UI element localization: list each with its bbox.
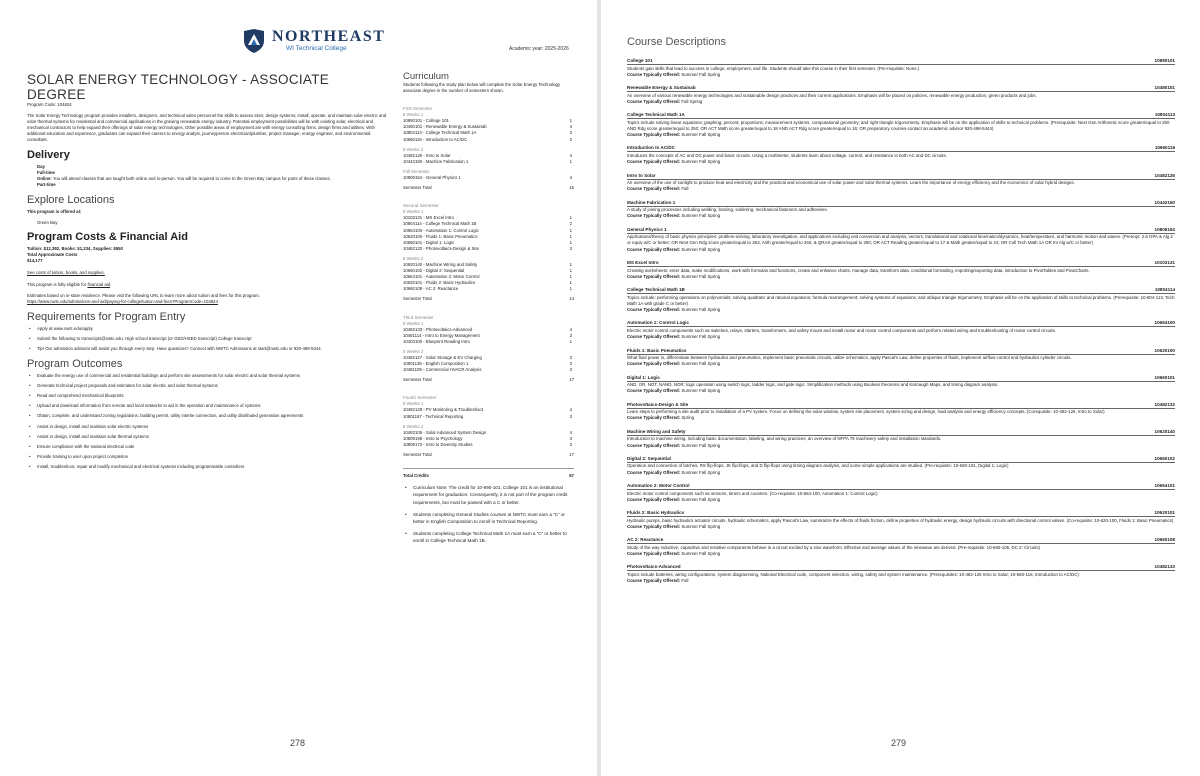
course-row — [403, 175, 574, 181]
outcome-item: • Assist in design, install and maintain solar electric systems — [27, 424, 387, 430]
course-entry-offered — [627, 334, 1175, 340]
online-label: Online: — [37, 175, 52, 181]
course-name: 10403100 - Blueprint Reading Intro — [403, 338, 470, 344]
course-entry-offered — [627, 443, 1175, 449]
course-entry-name: College Technical Math 1A — [627, 112, 685, 118]
course-entry — [627, 510, 1175, 530]
term-block-label: Full Semester — [403, 168, 430, 174]
financial-aid-link[interactable]: financial aid — [87, 281, 111, 287]
course-entry-description: Introduction to machine wiring, including basic documentation, labeling, and wiring practices; an overview of NFPA 79 machinery safety and installation standards. — [627, 435, 1175, 443]
offered-label: Course Typically Offered: — [627, 361, 681, 367]
course-entry-code: 10103131 — [1154, 260, 1175, 266]
semester-total-value: 17 — [569, 452, 574, 458]
semester-total-row — [403, 452, 574, 458]
course-entry — [627, 112, 1175, 138]
total-credits-row — [403, 468, 574, 479]
course-name: 10103131 - MS Excel Intro — [403, 215, 454, 221]
course-entry-offered — [627, 361, 1175, 367]
course-entry-description: Hydraulic pumps, basic hydraulics actuator circuits, hydraulic schematics, apply Pascal's Law, summarize the effects of fluids friction, define properties of hydraulic energy, design hydraulic circuits with directional control valves. (Co-requisite: 10-620-100, Fluids 1: Basic Pneumatics) — [627, 517, 1174, 523]
course-entry-code: 10480101 — [1154, 85, 1175, 91]
course-entry-name: College Technical Math 1B — [627, 287, 685, 293]
term-block-label: 8 Weeks 1 — [403, 401, 424, 407]
shield-logo-icon — [242, 28, 266, 54]
course-entry — [627, 200, 1175, 220]
course-credits: 4 — [569, 152, 572, 158]
semester-total-label: Semester Total — [403, 185, 432, 191]
term-block-label: 8 Weeks 2 — [403, 348, 424, 354]
course-entry — [627, 564, 1175, 584]
course-entry-name: Automation 2: Motor Control — [627, 483, 690, 489]
course-entry-code: 10804113 — [1154, 112, 1175, 118]
requirement-item: • Apply at www.nwtc.edu/apply. — [27, 326, 387, 332]
course-entry-description: Topics include batteries, wiring configurations, system diagramming, National Electrical code, component selection, wiring, safety and system maintenance. (Prerequisites: 10-482-126 Intro to Solar; 10-660-116, Introduction to AC/DC) — [627, 570, 1175, 578]
financial-aid-line — [27, 282, 387, 288]
course-credits: 1 — [569, 215, 572, 221]
course-entry-name: AC 2: Reactance — [627, 537, 664, 543]
course-entry-code: 10804114 — [1154, 287, 1175, 293]
course-credits: 3 — [569, 355, 572, 360]
course-entry-code: 10442150 — [1154, 199, 1175, 205]
course-entry-code: 10620140 — [1154, 428, 1175, 434]
offered-terms: Summer Fall Spring — [681, 388, 721, 394]
offered-label: Course Typically Offered: — [627, 159, 681, 165]
course-entry-description: Applications/theory of basic physics principles: problem-solving, laboratory investigation, and applications including unit conversion and analysis, vectors, translational and rotational kinematics/dynamics, heat/temperature, and harmonic motion and waves. (Prereqs: 2.6 GPA & Alg 2 or equiv w/C or better; OR Next Gen Rdg score greater/equal to 263, Arith greater/equal to 250, & QRAS greater/equal to 250; OR ACT Reading greater/equal to 17 & Math greater/equal to 24; OR Coll Tech Math 1A OR Int Alg w/C or better) — [627, 233, 1175, 247]
requirement-item: • Tip! Our admission advisors will assist you through every step. Have questions? Connect with NWTC Admissions at start@nwtc.edu or 920-498-5444. — [27, 346, 387, 352]
curriculum-heading: Curriculum — [403, 71, 449, 82]
course-row — [403, 367, 574, 373]
offered-terms: Summer Fall Spring — [681, 132, 721, 138]
tuition-url[interactable]: https://www.nwtc.edu/admissions-and-aid/paying-for-college/tuition-and-fees?ProgramCode=104824 — [27, 298, 218, 304]
fa-prefix: This program is fully eligible for — [27, 281, 87, 287]
course-credits: 4 — [569, 429, 572, 435]
course-entry-description: Electric motor control components such as sensors, timers and counters. (Co-requisite: 10-664-100, Automation 1: Control Logic) — [627, 489, 1175, 497]
course-credits: 3 — [569, 413, 572, 419]
course-entry-offered — [627, 186, 1175, 192]
course-entry-offered — [627, 159, 1175, 165]
course-entry-offered — [627, 578, 1175, 584]
course-entry-name: Machine Fabrication 1 — [627, 199, 676, 205]
course-entry-code: 10806154 — [1154, 226, 1175, 232]
course-name: 10482133 - Photovoltaics-Advanced — [403, 326, 473, 332]
delivery-fulltime: Full-time — [37, 169, 55, 175]
explore-heading: Explore Locations — [27, 193, 115, 206]
outcome-item: • Ensure compliance with the national electrical code — [27, 444, 387, 450]
course-name: 10664101 - Automation 2: Motor Control — [403, 274, 480, 280]
course-entry — [627, 320, 1175, 340]
course-credits: 1 — [569, 268, 572, 274]
offered-label: Course Typically Offered: — [627, 98, 681, 104]
right-page — [601, 0, 1200, 776]
offered-terms: Fall Spring — [681, 98, 703, 104]
offered-label: Course Typically Offered: — [627, 415, 681, 421]
offered-label: Course Typically Offered: — [627, 442, 681, 448]
course-entry — [627, 173, 1175, 193]
course-entry-offered — [627, 388, 1175, 394]
course-credits: 1 — [569, 239, 572, 245]
course-entry-code: 10482132 — [1154, 401, 1175, 407]
course-entry-description: What fluid power is, differentiate between hydraulics and pneumatics, implement basic pneumatic circuits, utilize schematics, apply Pascal's Law, define properties of fluids, implement airflow control and hydraulics cylinder circuits. — [627, 354, 1175, 362]
curriculum-note: • Students completing General Studies courses at NWTC must earn a “C” or better in English Composition to enroll in Technical Reporting. — [403, 511, 574, 525]
course-credits: 1 — [569, 158, 572, 164]
location-green-bay: Green Bay — [37, 220, 58, 226]
course-credits: 3 — [569, 245, 572, 251]
course-entry-offered — [627, 213, 1175, 219]
course-entry-description: Electric motor control components such as switches, relays, starters, transformers, and safety mount and install motor and motor control components and perform related wiring and troubleshooting of motor control circuits. — [627, 326, 1175, 334]
course-entry-name: Fluids 1: Basic Pneumatics — [627, 347, 687, 353]
course-entry-list — [627, 58, 1175, 584]
course-entry-code: 10890101 — [1154, 58, 1175, 63]
page-number-right: 279 — [891, 738, 907, 748]
offered-terms: Summer Fall Spring — [681, 442, 721, 448]
offered-terms: Summer Fall Spring — [681, 159, 721, 165]
course-entry-name: Digital 1: Logic — [627, 374, 660, 380]
term-block-label: 8 Weeks 2 — [403, 146, 424, 152]
course-entry-offered — [627, 132, 1175, 138]
offered-terms: Fall — [681, 578, 689, 583]
course-entry — [627, 429, 1175, 449]
course-entry-description: Introduces the concepts of AC and DC power and basic circuits. Using a multimeter, students learn about voltage, current, and resistance in both AC and DC circuits. — [627, 151, 1175, 159]
course-entry-description: Operation and connection of latches, RS flip-flops, JK flip-flops, and D flip-flops using timing diagram analysis, and some simple applications are studied. (Pre-requisite: 10-660-101, Digital 1: Logic) — [627, 462, 1175, 470]
page-number-left: 278 — [290, 738, 306, 748]
course-entry-description: An overview of the use of sunlight to produce heat and electricity and the practical and economical use of solar power and solar thermal systems. Learn the importance of energy efficiency and the economics of solar hybrid designs. — [627, 179, 1175, 187]
course-entry-offered — [627, 497, 1175, 503]
course-entry-code: 10664101 — [1154, 483, 1175, 489]
total-credits-label: Total Credits — [403, 473, 429, 479]
course-entry-description: Learn steps to performing a site audit prior to installation of a PV system. Focus on defining the solar window, system site placement, system sizing and design, load analysis and energy efficiency concepts. (Corequisite: 10-482-126, Intro to Solar) — [627, 408, 1175, 416]
offered-label: Course Typically Offered: — [627, 469, 681, 475]
course-entry-offered — [627, 307, 1175, 313]
semester-title: First Semester — [403, 106, 433, 112]
offered-terms: Summer Fall Spring — [681, 550, 721, 556]
offered-label: Course Typically Offered: — [627, 186, 681, 192]
semester-title: Third Semester — [403, 314, 434, 320]
course-name: 10660101 - Digital 1: Logic — [403, 239, 455, 245]
course-entry-offered — [627, 551, 1175, 557]
offered-terms: Summer Fall Spring — [681, 361, 721, 367]
offered-terms: Summer Fall Spring — [681, 71, 721, 77]
course-entry-name: College 101 — [627, 58, 653, 63]
outcome-item: • Install, troubleshoot, repair and modify mechanical and electrical systems including programmable controllers — [27, 464, 387, 470]
offered-label: Course Typically Offered: — [627, 550, 681, 556]
semester-total-value: 15 — [569, 185, 574, 191]
course-entry-offered — [627, 524, 1175, 530]
curriculum-intro: Students following the study plan below will complete the Solar Energy Technology associate degree in the number of semesters shown. — [403, 82, 561, 94]
offered-label: Course Typically Offered: — [627, 578, 681, 583]
outcomes-heading: Program Outcomes — [27, 358, 123, 371]
logo-subtitle: WI Technical College — [286, 45, 347, 52]
offered-label: Course Typically Offered: — [627, 246, 681, 252]
offered-label: Course Typically Offered: — [627, 388, 681, 394]
course-name: 10804113 - College Technical Math 1A — [403, 130, 477, 136]
course-name: 10664100 - Automation 1: Control Logic — [403, 227, 479, 233]
outcomes-list — [27, 373, 387, 470]
course-credits: 1 — [569, 227, 572, 233]
course-entry — [627, 85, 1175, 105]
offered-terms: Summer Fall Spring — [681, 246, 721, 252]
offered-at: This program is offered at: — [27, 208, 82, 214]
course-name: 10660102 - Digital 2: Sequential — [403, 268, 465, 274]
course-entry — [627, 260, 1175, 280]
semester-total-label: Semester Total — [403, 377, 432, 383]
offered-terms: Summer Fall Spring — [681, 523, 721, 529]
course-name: 10482127 - Solar Storage & EV Charging — [403, 355, 482, 360]
course-name: 10620101 - Fluids 2: Basic Hydraulics — [403, 280, 476, 286]
semester-list — [403, 106, 574, 458]
semester-title: Second Semester — [403, 203, 439, 209]
curriculum-column — [403, 72, 574, 550]
course-entry-name: Intro to Solar — [627, 172, 656, 178]
offered-terms: Summer Fall Spring — [681, 213, 721, 219]
course-credits: 3 — [569, 130, 572, 136]
course-row — [403, 286, 574, 292]
course-entry — [627, 537, 1175, 557]
delivery-parttime: Part-time — [37, 181, 56, 187]
delivery-heading: Delivery — [27, 148, 70, 161]
offered-terms: Summer Fall Spring — [681, 334, 721, 340]
outcome-item: • Generate technical project proposals and estimates for solar electric and solar thermal systems — [27, 383, 387, 389]
course-name: 10890101 - College 101 — [403, 118, 449, 124]
course-entry-offered — [627, 274, 1175, 280]
course-entry-name: Photovoltaics-Design & Site — [627, 401, 689, 407]
semester-total-row — [403, 185, 574, 191]
term-block-label: 8 Weeks 1 — [403, 320, 424, 326]
course-entry — [627, 483, 1175, 503]
course-name: 10482126 - Intro to Solar — [403, 152, 451, 158]
program-column — [27, 72, 387, 474]
course-entry-code: 10620100 — [1154, 347, 1175, 353]
offered-label: Course Typically Offered: — [627, 213, 681, 219]
course-entry — [627, 402, 1175, 422]
course-entry-name: MS Excel Intro — [627, 260, 659, 266]
course-name: 10442150 - Machine Fabrication 1 — [403, 158, 469, 164]
offered-label: Course Typically Offered: — [627, 307, 681, 313]
course-entry-offered — [627, 415, 1175, 421]
course-credits: 1 — [569, 274, 572, 280]
program-code: Program Code: 104824 — [27, 102, 72, 107]
course-entry-name: Photovoltaics-Advanced — [627, 564, 681, 570]
offered-terms: Summer Fall Spring — [681, 496, 721, 502]
course-name: 10809172 - Intro to Diversity Studies — [403, 441, 473, 447]
term-block-label: 8 Weeks 2 — [403, 423, 424, 429]
outcome-item: • Provide training to user upon project completion — [27, 454, 387, 460]
course-entry-description: AND, OR, NOT, NAND, NOR; logic operation using switch logic, ladder logic, and gate logic. Simplification methods using Boolean theorems and Karnaugh Maps, and timing diagram analysis. — [627, 381, 1175, 389]
course-entry-code: 10660101 — [1154, 374, 1175, 380]
course-entry-name: Fluids 2: Basic Hydraulics — [627, 510, 685, 516]
cost-breakdown: Tuition: $12,392, Books: $1,234, Supplies: $550 — [27, 246, 123, 252]
course-name: 10483106 - Solar Advanced System Design — [403, 429, 487, 435]
total-credits-value: 67 — [569, 473, 574, 479]
estimates-note: Estimates based on in-state residence. Please visit the following URL to learn more about tuition and fees for this program. — [27, 292, 260, 298]
course-entry-name: Digital 2: Sequential — [627, 455, 671, 461]
course-descriptions-heading: Course Descriptions — [627, 36, 727, 48]
course-credits: 1 — [569, 280, 572, 286]
term-block-label: 8 Weeks 2 — [403, 255, 424, 261]
course-credits: 2 — [569, 136, 572, 142]
course-entry-name: Renewable Energy & Sustainab — [627, 85, 696, 91]
semester-total-row — [403, 296, 574, 302]
course-credits: 1 — [569, 338, 572, 344]
semester-total-label: Semester Total — [403, 296, 432, 302]
fa-suffix: . — [110, 281, 112, 287]
program-intro: The Solar Energy Technology program provides installers, designers, and technical sales personnel the skills to assess sites; design systems; install, operate, and maintain solar electric and solar thermal systems for residential and commercial applications in the growing renewable energy industry. Potential employment possibilities will be with existing solar, electrical and mechanical contractors to help expand their offerings of solar energy technologies. Other possible areas of employment are with energy consulting firms, design firms and utilities. With additional education and experience, graduates can expand their careers to energy analyst, journeyperson electrician/plumber, project manager, energy engineer, and environmental consultant. — [27, 113, 387, 143]
curriculum-note: • Curriculum Note: The credit for 10-890-101, College 101 is an institutional requirement for graduation. Consequently, it is not part of the program credit requirements, but must be passed with a C or better. — [403, 484, 574, 506]
course-row — [403, 442, 574, 448]
course-descriptions — [627, 36, 1175, 591]
course-entry-name: Introduction to AC/DC — [627, 145, 676, 151]
course-credits: 4 — [569, 326, 572, 332]
course-entry-code: 10482126 — [1154, 172, 1175, 178]
course-name: 10620100 - Fluids 1: Basic Pneumatics — [403, 233, 478, 239]
requirements-heading: Requirements for Program Entry — [27, 310, 186, 323]
course-credits: 2 — [569, 221, 572, 227]
total-cost-value: $14,177 — [27, 258, 43, 264]
course-entry-description: Creating worksheets; enter data, make modifications, work with formulas and functions, create and enhance charts, manage data, transform data, conditional formatting, importing/exporting data, introduction to PivotTables and PivotCharts. — [627, 266, 1175, 274]
course-credits: 3 — [569, 367, 572, 373]
offered-label: Course Typically Offered: — [627, 523, 681, 529]
delivery-section — [27, 164, 387, 188]
offered-terms: Spring — [681, 415, 695, 421]
course-entry — [627, 348, 1175, 368]
course-credits: 1 — [569, 261, 572, 267]
offered-label: Course Typically Offered: — [627, 496, 681, 502]
offered-label: Course Typically Offered: — [627, 273, 681, 279]
program-title: SOLAR ENERGY TECHNOLOGY - ASSOCIATE DEGREE — [27, 72, 330, 102]
course-credits: 3 — [569, 435, 572, 441]
course-name: 10801197 - Technical Reporting — [403, 413, 464, 419]
course-name: 10660116 - Introduction to AC/DC — [403, 136, 468, 142]
left-page — [0, 0, 597, 776]
academic-year: Academic year: 2025-2026 — [509, 46, 569, 52]
course-name: 10480101 - Renewable Energy & Sustainab — [403, 124, 487, 130]
outcome-item: • Read and comprehend mechanical blueprints — [27, 393, 387, 399]
requirements-list — [27, 326, 387, 352]
course-name: 10804114 - College Technical Math 1B — [403, 221, 477, 227]
total-cost-label: Total Approximate Costs — [27, 252, 78, 258]
course-name: 10481109 - Commercial HVACR Analysis — [403, 367, 482, 373]
course-entry-offered — [627, 470, 1175, 476]
offered-terms: Summer Fall Spring — [681, 469, 721, 475]
course-name: 10482128 - PV Monitoring & Troubleshoot — [403, 407, 484, 413]
course-name: 10806154 - General Physics 1 — [403, 175, 461, 181]
semester-total-value: 17 — [569, 377, 574, 383]
course-entry-code: 10660116 — [1154, 145, 1175, 151]
course-name: 10620140 - Machine Wiring and Safety — [403, 261, 478, 267]
course-credits: 3 — [569, 441, 572, 447]
offered-label: Course Typically Offered: — [627, 71, 681, 77]
course-credits: 1 — [569, 118, 572, 124]
course-entry-description: Topics include solving linear equations; graphing; percent; proportions; measurement systems, computational geometry; and right triangle trigonometry. Emphasis will be on the application of skills to technical problems. (Prerequisite: Next Gen Arithmetic score greater/equal to 250 AND Rdg score greater/equal to 250; OR ACT Math score greater/equal to 18 AND ACT Rdg score greater/equal to 16; OR preparatory courses-contact an academic advisor 920-498-5444) — [627, 118, 1175, 132]
offered-terms: Fall — [681, 186, 689, 192]
costs-heading: Program Costs & Financial Aid — [27, 231, 188, 244]
costs-link[interactable]: See costs of tuition, books, and supplies. — [27, 270, 105, 276]
course-credits: 1 — [569, 286, 572, 292]
delivery-day: Day — [37, 163, 45, 169]
course-credits: 3 — [569, 361, 572, 367]
course-entry-code: 10482133 — [1154, 564, 1175, 570]
term-block-label: 8 Weeks 1 — [403, 112, 424, 118]
course-name: 10801136 - English Composition 1 — [403, 361, 469, 367]
course-entry-name: General Physics 1 — [627, 226, 667, 232]
outcome-item: • Assist in design, install and maintain solar thermal systems — [27, 434, 387, 440]
college-logo — [242, 26, 385, 56]
course-entry — [627, 58, 1175, 78]
course-credits: 1 — [569, 233, 572, 239]
curriculum-note: • Students completing College Technical Math 1A must earn a “C” or better to enroll in College Technical Math 1B. — [403, 530, 574, 544]
offered-label: Course Typically Offered: — [627, 334, 681, 340]
course-credits: 4 — [569, 407, 572, 413]
course-credits: 3 — [569, 332, 572, 338]
term-block-label: 8 Weeks 1 — [403, 209, 424, 215]
course-entry-code: 10620101 — [1154, 510, 1175, 516]
course-entry-code: 10664100 — [1154, 320, 1175, 326]
course-name: 10809198 - Intro to Psychology — [403, 435, 463, 441]
requirement-item: • Submit the following to transcripts@nwtc.edu: High school transcript (or GED/HSED transcript) College transcript — [27, 336, 387, 342]
course-entry-description: A study of joining processes including welding, brazing, soldering, mechanical fasteners and adhesives. — [627, 206, 1175, 214]
offered-terms: Summer Fall Spring — [681, 273, 721, 279]
course-entry-description: An overview of various renewable energy technologies and sustainable design practices and their current applications. Emphasis will be placed on policies, renewable energy production, green products and jobs. — [627, 91, 1175, 99]
course-entry-offered — [627, 72, 1175, 78]
course-name: 10481114 - Intro to Energy Management — [403, 332, 480, 338]
offered-label: Course Typically Offered: — [627, 132, 681, 138]
outcome-item: • Evaluate the energy use of commercial and residential buildings and perform site assessments for solar electric and solar thermal systems — [27, 373, 387, 379]
course-entry-offered — [627, 247, 1175, 253]
semester-total-value: 14 — [569, 296, 574, 302]
course-entry-code: 10660108 — [1154, 537, 1175, 543]
course-entry-name: Automation 1: Control Logic — [627, 320, 690, 326]
course-entry — [627, 227, 1175, 253]
logo-name: NORTHEAST — [272, 28, 386, 45]
course-entry-code: 10660102 — [1154, 455, 1175, 461]
curriculum-notes — [403, 484, 574, 544]
outcome-item: • Upload and download information from remote and local networks to aid in the operation and maintenance of systems — [27, 403, 387, 409]
online-text: You will attend classes that are taught both online and in-person. You will be required to come to the Green Bay campus for parts of these classes. — [52, 175, 331, 181]
course-entry — [627, 456, 1175, 476]
course-entry-description: Topics include: performing operations on polynomials; solving quadratic and rational equations; formula rearrangement; solving systems of equations; and oblique triangle trigonometry. Emphasis will be on the application of skills to technical problems. (Prerequisite: 10-804-113, Tech Math 1A with grade C or better) — [627, 294, 1175, 306]
course-entry — [627, 287, 1175, 313]
course-credits: 4 — [569, 124, 572, 130]
course-entry-description: Students gain skills that lead to success in college, employment, and life. Students should take this course in their first semester. (Pre-requisite: None.) — [627, 64, 1175, 72]
semester-total-label: Semester Total — [403, 452, 432, 458]
course-credits: 4 — [569, 175, 572, 181]
course-entry-offered — [627, 99, 1175, 105]
semester-title: Fourth Semester — [403, 395, 437, 401]
course-entry — [627, 375, 1175, 395]
course-entry — [627, 145, 1175, 165]
course-name: 10660108 - AC 2: Reactance — [403, 286, 459, 292]
course-entry-name: Machine Wiring and Safety — [627, 428, 686, 434]
semester-total-row — [403, 377, 574, 383]
course-name: 10482132 - Photovoltaics-Design & Site — [403, 245, 479, 251]
course-entry-description: Study of the way inductive, capacitive and resistive components behave in a circuit excited by a sine waveform. Effective and average values of the sinewave are derived. (Pre-requisite: 10-660-105, DC 2: Circuits) — [627, 543, 1175, 551]
outcome-item: • Obtain, complete, and understand zoning regulations, building permit, utility intertie connection, and utility distributed generation agreements — [27, 413, 387, 419]
offered-terms: Summer Fall Spring — [681, 307, 721, 313]
